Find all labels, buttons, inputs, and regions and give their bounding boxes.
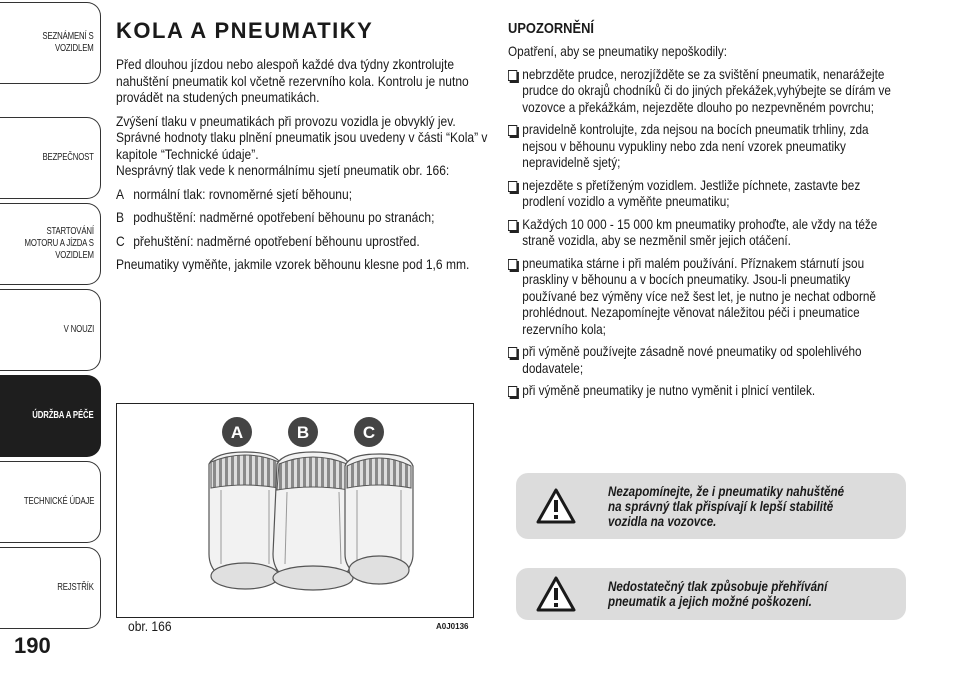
label-c-text: C bbox=[362, 423, 376, 442]
bullet-box-icon bbox=[508, 220, 517, 231]
option-c bbox=[116, 233, 494, 250]
bullet-box-icon bbox=[508, 125, 517, 136]
bullet-box-icon bbox=[508, 259, 517, 270]
option-a bbox=[116, 186, 494, 203]
bullet-text: pneumatika stárne i při malém používání. Příznakem stárnutí jsou praskliny v běhounu a v bocích pneumatiky. Jsou-li pneumatiky používané bez výměny více než šest let, je nutno je nechat odborně prohlédnout. Nezapomínejte věnovat náležitou péči i pneumatice rezervního kola; bbox=[522, 254, 876, 337]
tab-label: TECHNICKÉ ÚDAJE bbox=[23, 496, 94, 507]
bullet-text: pravidelně kontrolujte, zda nejsou na bocích pneumatik trhliny, zda nejsou v běhounu vypukliny nebo zda není vzorek pneumatiky nepravidelně sjetý; bbox=[522, 121, 869, 170]
tab-v-nouzi[interactable] bbox=[0, 289, 101, 371]
tire-c bbox=[345, 454, 413, 584]
label-b-text: B bbox=[296, 423, 310, 442]
bullet-item bbox=[508, 66, 903, 116]
option-text: normální tlak: rovnoměrné sjetí běhounu; bbox=[133, 185, 353, 202]
bullet-item bbox=[508, 343, 903, 376]
bullet-text: nejezděte s přetíženým vozidlem. Jestliže píchnete, zastavte bez prodlení vozidlo a vyměňte pneumatiku; bbox=[522, 176, 861, 209]
tab-udrzba[interactable] bbox=[0, 375, 101, 457]
label-a-text: A bbox=[230, 423, 244, 442]
tab-label: BEZPEČNOST bbox=[42, 152, 94, 163]
tab-bezpecnost[interactable] bbox=[0, 117, 101, 199]
tab-label: REJSTŘÍK bbox=[57, 582, 94, 593]
bullet-text: nebrzděte prudce, nerozjížděte se za svištění pneumatik, nenarážejte prudce do okrajů chodníků či do jiných překážek,vyhýbejte se dírám ve vozovce a překážkám, nejezděte dlouho po nezpevněném povrchu; bbox=[522, 65, 891, 115]
tire-illustration bbox=[117, 404, 472, 616]
option-text: podhuštění: nadměrné opotřebení běhounu po stranách; bbox=[133, 209, 435, 225]
bullet-text: při výměně používejte zásadně nové pneumatiky od spolehlivého dodavatele; bbox=[522, 343, 862, 376]
figure-caption: obr. 166 bbox=[128, 618, 172, 634]
warning-triangle-icon bbox=[536, 576, 576, 612]
tire-b bbox=[273, 452, 353, 590]
warning-heading: UPOZORNĚNÍ bbox=[508, 20, 595, 37]
tab-label: SEZNÁMENÍ S VOZIDLEM bbox=[42, 31, 94, 54]
section-title: KOLA A PNEUMATIKY bbox=[116, 18, 374, 43]
page-number: 190 bbox=[14, 633, 51, 658]
bullet-text: Každých 10 000 - 15 000 km pneumatiky prohoďte, ale vždy na téže straně vozidla, aby se nezměnil směr jejich otáčení. bbox=[522, 215, 878, 248]
warning-triangle-icon bbox=[536, 488, 576, 524]
bullet-text: při výměně pneumatiky je nutno vyměnit i plnicí ventilek. bbox=[522, 382, 816, 398]
tab-label: V NOUZI bbox=[63, 324, 94, 335]
tire-wear-figure bbox=[116, 403, 474, 618]
figure-code: A0J0136 bbox=[436, 622, 469, 631]
label-b bbox=[288, 417, 318, 447]
option-b bbox=[116, 209, 494, 226]
warning-box-overheat bbox=[516, 568, 906, 620]
tire-a bbox=[209, 452, 281, 589]
bullet-box-icon bbox=[508, 181, 517, 192]
option-letter: A bbox=[116, 185, 125, 202]
paragraph-check: Před dlouhou jízdou nebo alespoň každé dva týdny zkontrolujte nahuštění pneumatik kol včetně rezervního kola. Kontrolu je nutno provádět na studených pneumatikách. bbox=[116, 56, 469, 105]
bullet-item bbox=[508, 255, 903, 338]
paragraph-replace: Pneumatiky vyměňte, jakmile vzorek běhounu klesne pod 1,6 mm. bbox=[116, 256, 470, 272]
tab-technicke-udaje[interactable] bbox=[0, 461, 101, 543]
tab-seznameni[interactable] bbox=[0, 2, 101, 84]
bullet-item bbox=[508, 121, 903, 171]
tab-label: STARTOVÁNÍ MOTORU A JÍZDA S VOZIDLEM bbox=[24, 226, 94, 261]
bullet-item bbox=[508, 216, 903, 249]
paragraph-wrong-pressure: Nesprávný tlak vede k nenormálnímu sjetí pneumatik obr. 166: bbox=[116, 162, 450, 178]
option-text: přehuštění: nadměrné opotřebení běhounu uprostřed. bbox=[133, 232, 420, 249]
warning-text: Nezapomínejte, že i pneumatiky nahuštěné na správný tlak přispívají k lepší stabilitě vozidla na vozovce. bbox=[608, 483, 845, 529]
label-c bbox=[354, 417, 384, 447]
paragraph-pressure: Zvýšení tlaku v pneumatikách při provozu vozidla je obvyklý jev. Správné hodnoty tlaku plnění pneumatik jsou uvedeny v části “Kola” v kapitole “Technické údaje”. bbox=[116, 112, 488, 162]
left-column bbox=[116, 18, 496, 280]
tab-startovani[interactable] bbox=[0, 203, 101, 285]
right-column bbox=[508, 20, 908, 405]
warning-text: Nedostatečný tlak způsobuje přehřívání pneumatik a jejich možné poškození. bbox=[608, 579, 828, 609]
bullet-item bbox=[508, 177, 903, 210]
bullet-box-icon bbox=[508, 386, 517, 397]
bullet-box-icon bbox=[508, 70, 517, 81]
option-letter: B bbox=[116, 209, 125, 225]
bullet-box-icon bbox=[508, 347, 517, 358]
tab-label: ÚDRŽBA A PÉČE bbox=[32, 410, 94, 421]
option-letter: C bbox=[116, 232, 125, 249]
warning-box-stability bbox=[516, 473, 906, 539]
warning-intro: Opatření, aby se pneumatiky nepoškodily: bbox=[508, 43, 727, 59]
label-a bbox=[222, 417, 252, 447]
tab-rejstrik[interactable] bbox=[0, 547, 101, 629]
chapter-tabs bbox=[0, 0, 101, 640]
bullet-item bbox=[508, 382, 903, 399]
